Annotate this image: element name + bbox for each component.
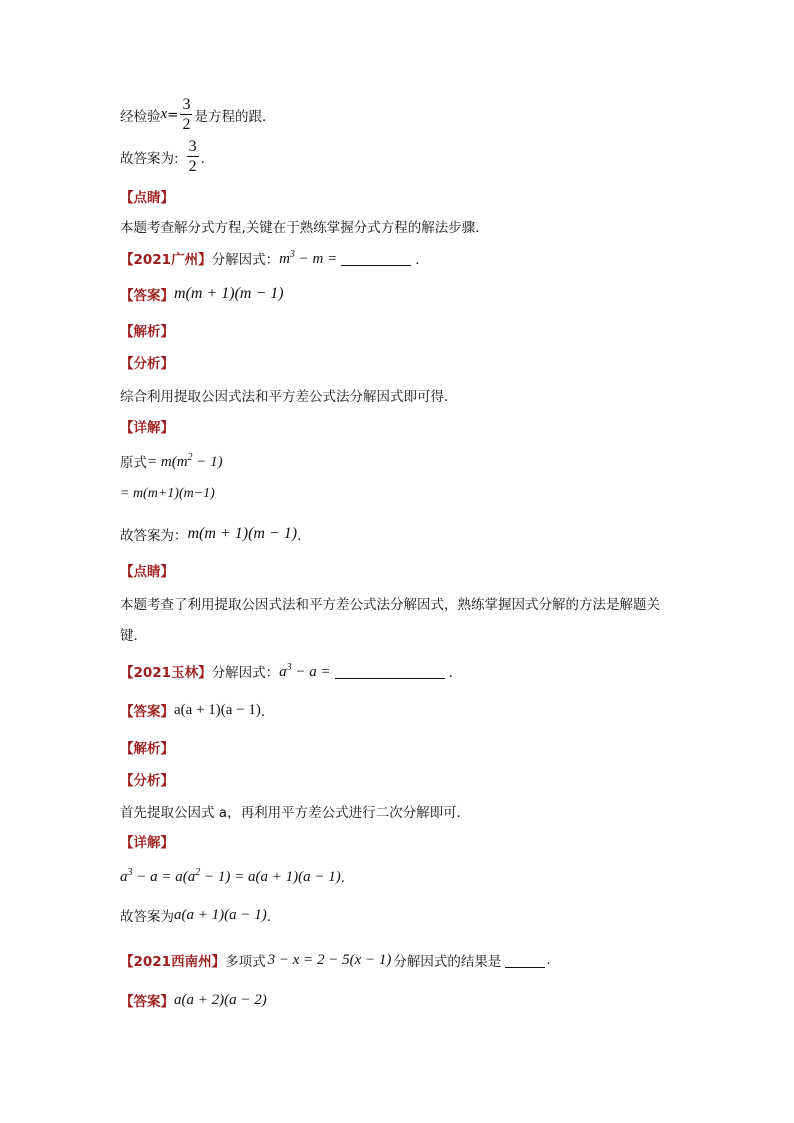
expr-exponent: 3 [286,661,292,673]
var-x: x [160,106,168,122]
question-yulin [120,661,462,681]
answer-blank [505,953,545,968]
solution-step-1 [120,451,223,471]
fenxi-heading: 【分析】 [120,773,174,789]
step-part-a: = m(m [147,453,188,470]
answer-row [120,990,267,1010]
solution-step [120,866,354,886]
step-part-b: − 1) = a(a + 1)(a − 1) [200,868,341,885]
dianjing-text-2a: 本题考查了利用提取公因式法和平方差公式法分解因式，熟练掌握因式分解的方法是解题关 [120,597,660,613]
step-part-a: − a = a(a [132,868,196,885]
verify-suffix: 是方程的跟． [194,108,276,125]
answer-expression: m(m + 1)(m − 1) [174,285,284,302]
question-expression [279,662,331,681]
final-prefix: 故答案为 [120,909,174,925]
answer-line [120,138,214,175]
question-text: 分解因式： [211,665,280,681]
answer-end: ． [260,704,275,720]
answer-tag: 【答案】 [120,288,174,304]
question-source: 【2021西南州】 [120,954,226,970]
fenxi-heading: 【分析】 [120,356,174,372]
fraction [187,138,199,175]
question-source: 【2021广州】 [120,252,212,268]
step-base: a [120,868,128,885]
final-expression: m(m + 1)(m − 1) [187,525,298,542]
verify-text: 经检验 [120,108,161,125]
final-answer [120,524,311,544]
question-guangzhou [120,248,429,268]
question-expression [279,249,337,268]
question-end: ． [415,252,429,268]
xiangjie-heading: 【详解】 [120,420,174,436]
final-end: ． [266,909,281,925]
jiexi-heading: 【解析】 [120,741,174,757]
dianjing-heading-2: 【点睛】 [120,564,174,580]
step-expression [120,867,341,886]
answer-tag: 【答案】 [120,994,174,1010]
question-text: 分解因式： [211,252,280,268]
question-text-pre: 多项式 [225,954,266,970]
dianjing-heading: 【点睛】 [120,190,174,206]
fraction-numerator: 3 [182,96,191,113]
fraction-numerator: 3 [188,138,197,155]
question-end: . [546,952,551,968]
answer-expression: a(a + 1)(a − 1) [174,701,261,718]
final-answer [120,905,280,925]
step-part-b: − 1) [192,453,223,470]
step-label: 原式 [120,455,147,471]
question-text-post: 分解因式的结果是 [393,954,502,970]
question-end: ． [448,665,463,681]
answer-row [120,284,284,304]
question-expression: 3 − x = 2 − 5(x − 1) [267,951,392,968]
jiexi-heading: 【解析】 [120,324,174,340]
equals-sign: = [167,106,179,123]
answer-suffix: ． [200,150,215,167]
fraction-denominator: 2 [188,158,197,175]
verify-line [120,96,275,133]
fenxi-text: 首先提取公因式 a，再利用平方差公式进行二次分解即可． [120,805,471,821]
expr-rest: − a = [291,663,331,680]
answer-expression: a(a + 2)(a − 2) [174,991,267,1008]
answer-blank [335,664,445,679]
fenxi-text: 综合利用提取公因式法和平方差公式法分解因式即可得． [120,389,458,405]
xiangjie-heading: 【详解】 [120,835,174,851]
final-end: ． [297,528,311,544]
step-exponent-2: 2 [195,866,201,878]
fraction [180,96,192,133]
answer-row [120,700,274,720]
step-expression [147,452,223,471]
expr-rest: − m = [294,250,338,267]
answer-blank [341,251,411,266]
dianjing-text-2b: 键． [120,628,147,644]
step-exponent: 2 [187,451,193,463]
question-xinanzhou [120,950,551,970]
dianjing-text: 本题考查解分式方程,关键在于熟练掌握分式方程的解法步骤． [120,220,489,236]
expr-base: a [279,663,287,680]
solution-step-2: = m(m+1)(m−1) [120,486,215,501]
final-expression: a(a + 1)(a − 1) [174,906,267,923]
step-exponent: 3 [127,866,133,878]
fraction-denominator: 2 [182,116,191,133]
step-end: ． [340,870,355,886]
expr-base: m [279,250,290,267]
answer-tag: 【答案】 [120,704,174,720]
expr-exponent: 3 [289,248,295,260]
question-source: 【2021玉林】 [120,665,212,681]
final-prefix: 故答案为： [120,528,188,544]
answer-prefix: 故答案为: [120,150,179,167]
